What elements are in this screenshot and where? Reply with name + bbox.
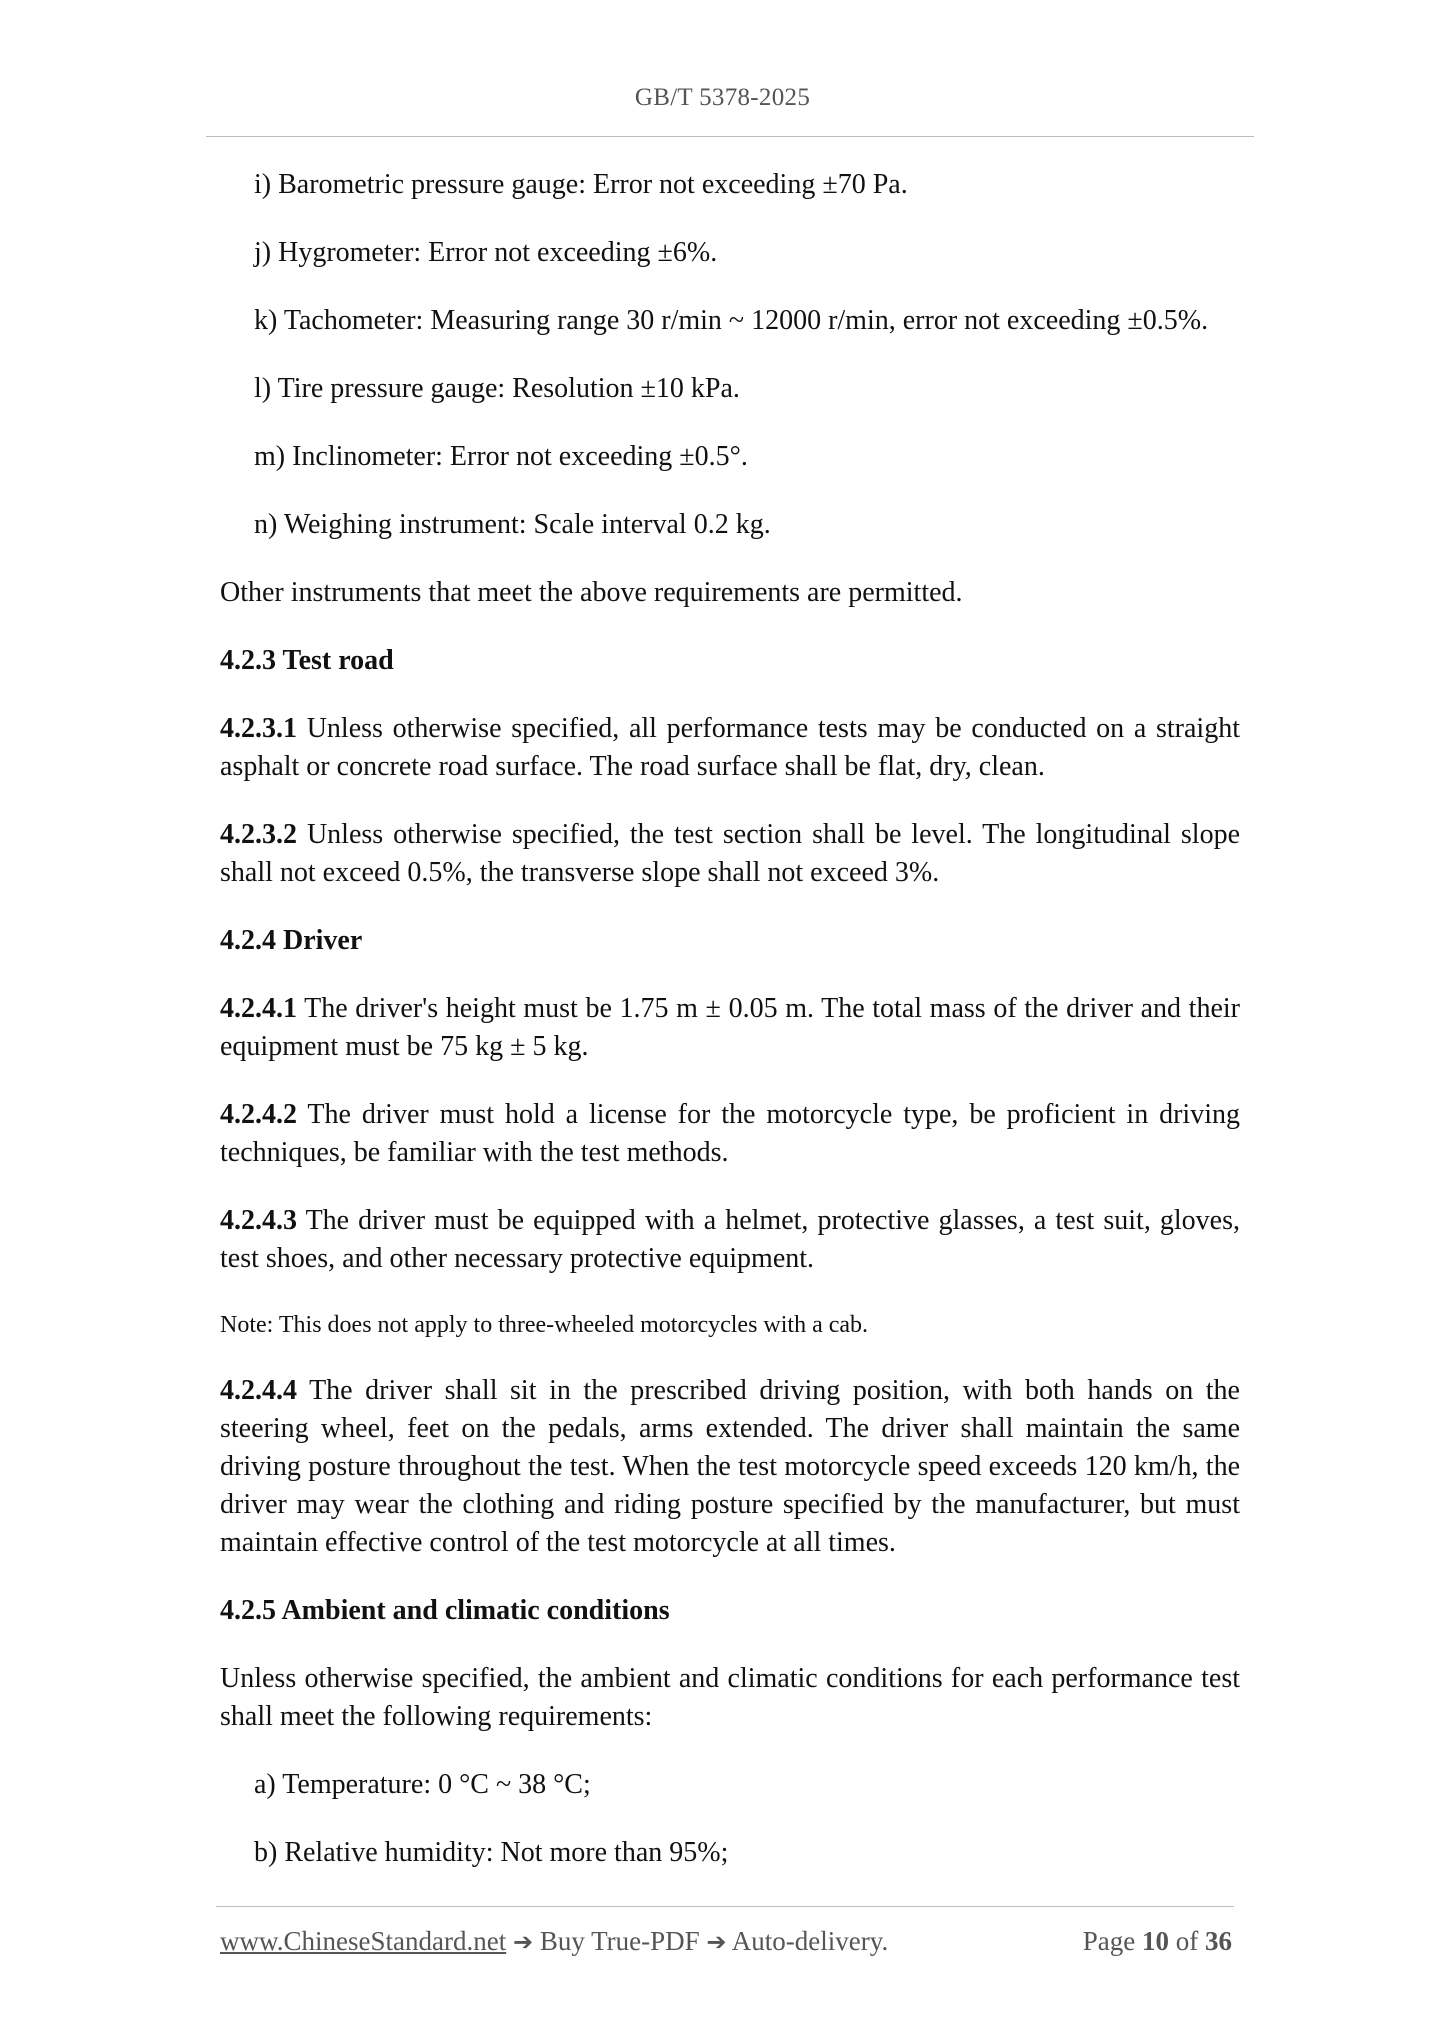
clause-4-2-3-2 (220, 816, 1240, 892)
buy-text: Buy True-PDF (533, 1926, 707, 1956)
page-label: Page (1082, 1926, 1136, 1956)
auto-delivery-text: Auto-delivery. (726, 1926, 889, 1956)
section-heading-ambient: 4.2.5 Ambient and climatic conditions (220, 1595, 670, 1626)
clause-text: Unless otherwise specified, all performance tests may be conducted on a straight asphalt or concrete road surface. The road surface shall be flat, dry, clean. (220, 713, 1240, 782)
clause-number: 4.2.4.3 (220, 1205, 297, 1236)
clause-4-2-4-4 (220, 1372, 1240, 1562)
footer-divider (216, 1906, 1234, 1907)
clause-text: Unless otherwise specified, the test section shall be level. The longitudinal slope shall not exceed 0.5%, the transverse slope shall not exceed 3%. (220, 819, 1240, 888)
list-item: i) Barometric pressure gauge: Error not exceeding ±70 Pa. (254, 169, 908, 200)
clause-number: 4.2.3.1 (220, 713, 297, 744)
header-divider (206, 136, 1254, 137)
clause-text: The driver's height must be 1.75 m ± 0.05 m. The total mass of the driver and their equipment must be 75 kg ± 5 kg. (220, 993, 1240, 1062)
arrow-right-icon: ➔ (706, 1928, 727, 1956)
paragraph-ambient-intro: Unless otherwise specified, the ambient and climatic conditions for each performance test shall meet the following requirements: (220, 1663, 1240, 1732)
list-item: l) Tire pressure gauge: Resolution ±10 kPa. (254, 373, 740, 404)
current-page: 10 (1142, 1926, 1169, 1956)
clause-number: 4.2.4.2 (220, 1099, 297, 1130)
list-item: b) Relative humidity: Not more than 95%; (254, 1837, 729, 1868)
list-item: m) Inclinometer: Error not exceeding ±0.5°. (254, 441, 748, 472)
clause-4-2-4-1 (220, 990, 1240, 1066)
clause-4-2-4-3 (220, 1202, 1240, 1278)
clause-4-2-3-1 (220, 710, 1240, 786)
page-number (1083, 1926, 1232, 1957)
clause-text: The driver must hold a license for the motorcycle type, be proficient in driving techniques, be familiar with the test methods. (220, 1099, 1240, 1168)
clause-number: 4.2.4.1 (220, 993, 297, 1024)
list-item: n) Weighing instrument: Scale interval 0.2 kg. (254, 509, 771, 540)
list-item: j) Hygrometer: Error not exceeding ±6%. (254, 237, 718, 268)
footer-promo (220, 1926, 888, 1957)
paragraph-other-instruments: Other instruments that meet the above requirements are permitted. (220, 577, 963, 608)
section-heading-test-road: 4.2.3 Test road (220, 645, 394, 676)
clause-number: 4.2.3.2 (220, 819, 297, 850)
document-header: GB/T 5378-2025 (634, 84, 811, 111)
site-link[interactable]: www.ChineseStandard.net (220, 1926, 507, 1956)
of-label: of (1175, 1926, 1199, 1956)
clause-number: 4.2.4.4 (220, 1375, 297, 1406)
list-item: k) Tachometer: Measuring range 30 r/min ~ 12000 r/min, error not exceeding ±0.5%. (254, 305, 1209, 336)
clause-text: The driver shall sit in the prescribed driving position, with both hands on the steering wheel, feet on the pedals, arms extended. The driver shall maintain the same driving posture throughout the test. When the test motorcycle speed exceeds 120 km/h, the driver may wear the clothing and riding posture specified by the manufacturer, but must maintain effective control of the test motorcycle at all times. (220, 1375, 1240, 1558)
note-text: Note: This does not apply to three-wheeled motorcycles with a cab. (220, 1312, 869, 1338)
section-heading-driver: 4.2.4 Driver (220, 925, 363, 956)
document-body (220, 166, 1240, 1902)
clause-text: The driver must be equipped with a helmet, protective glasses, a test suit, gloves, test shoes, and other necessary protective equipment. (220, 1205, 1240, 1274)
total-pages: 36 (1205, 1926, 1232, 1956)
arrow-right-icon: ➔ (512, 1928, 534, 1956)
list-item: a) Temperature: 0 °C ~ 38 °C; (254, 1769, 591, 1800)
clause-4-2-4-2 (220, 1096, 1240, 1172)
